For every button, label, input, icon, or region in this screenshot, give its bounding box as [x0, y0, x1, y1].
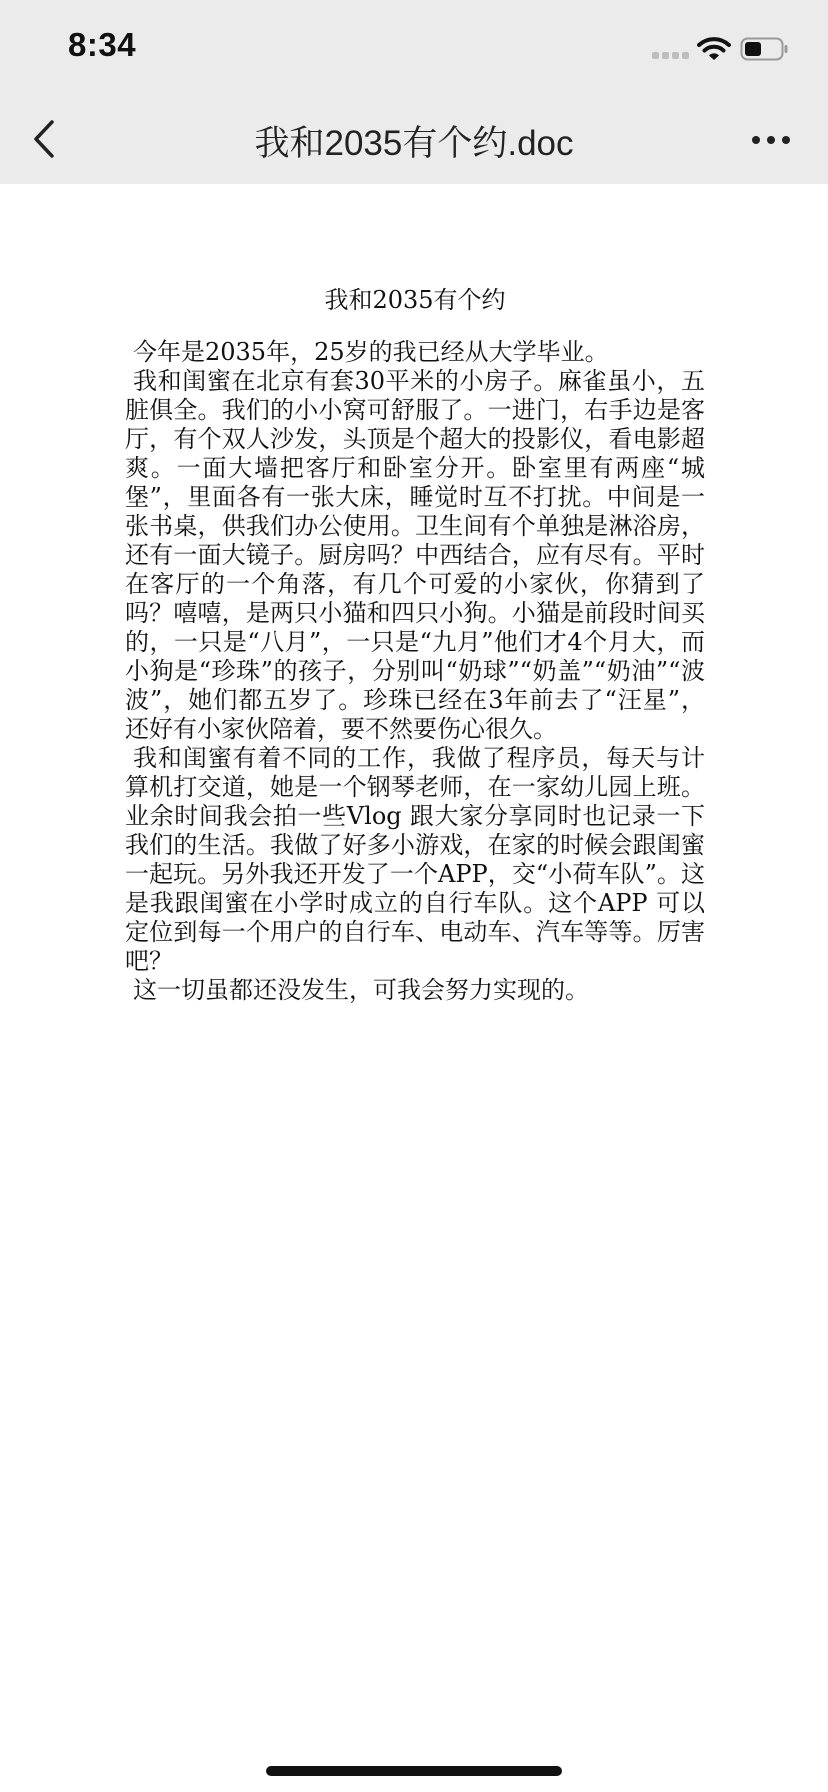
document-file-title: 我和2035有个约.doc — [254, 124, 574, 163]
document-paragraph: 我和闺蜜在北京有套30平米的小房子。麻雀虽小，五脏俱全。我们的小小窝可舒服了。一进门，右手边是客厅，有个双人沙发，头顶是个超大的投影仪，看电影超爽。一面大墙把客厅和卧室分开。卧室里有两座“城堡”，里面各有一张大床，睡觉时互不打扰。中间是一张书桌，供我们办公使用。卫生间有个单独是淋浴房，还有一面大镜子。厨房吗？中西结合，应有尽有。平时在客厅的一个角落，有几个可爱的小家伙，你猜到了吗？嘻嘻，是两只小猫和四只小狗。小猫是前段时间买的，一只是“八月”，一只是“九月”他们才4个月大，而小狗是“珍珠”的孩子，分别叫“奶球”“奶盖”“奶油”“波波”，她们都五岁了。珍珠已经在3年前去了“汪星”，还好有小家伙陪着，要不然要伤心很久。 — [125, 367, 705, 743]
document-paragraph: 今年是2035年，25岁的我已经从大学毕业。 — [133, 338, 609, 366]
signal-icon — [652, 52, 690, 60]
chevron-left-icon[interactable] — [26, 116, 62, 162]
battery-icon — [740, 36, 790, 62]
document-heading: 我和2035有个约 — [324, 286, 506, 314]
header-area — [0, 0, 828, 184]
status-time: 8:34 — [68, 26, 137, 63]
document-paragraph: 这一切虽都还没发生，可我会努力实现的。 — [133, 976, 589, 1004]
wifi-icon — [697, 36, 731, 62]
more-dots-icon[interactable] — [750, 130, 792, 150]
home-indicator[interactable] — [266, 1766, 562, 1776]
document-body — [125, 280, 705, 1005]
document-paragraph: 我和闺蜜有着不同的工作，我做了程序员，每天与计算机打交道，她是一个钢琴老师，在一家幼儿园上班。业余时间我会拍一些Vlog 跟大家分享同时也记录一下我们的生活。我做了好多小游戏，在家的时候会跟闺蜜一起玩。另外我还开发了一个APP，交“小荷车队”。这是我跟闺蜜在小学时成立的自行车队。这个APP 可以定位到每一个用户的自行车、电动车、汽车等等。厉害吧？ — [125, 744, 705, 975]
